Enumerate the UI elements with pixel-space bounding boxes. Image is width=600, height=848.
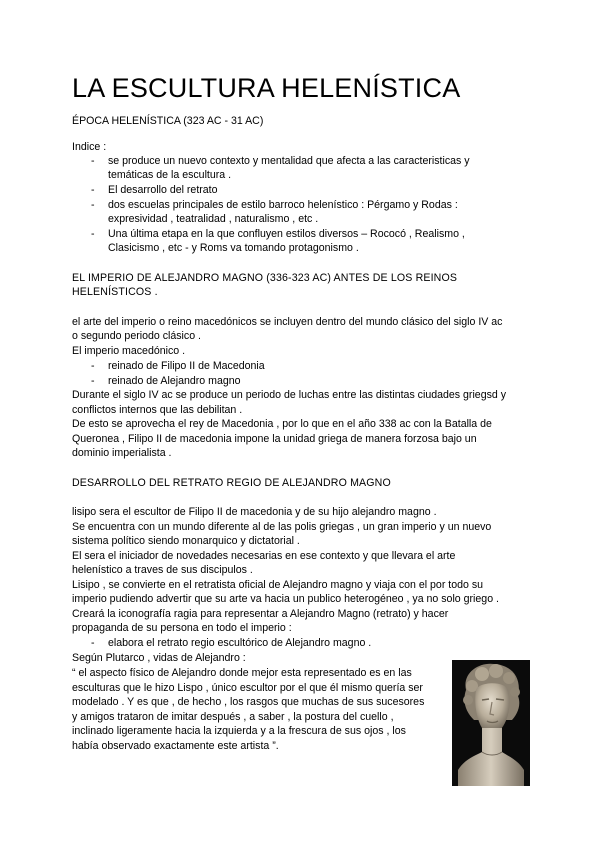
page-title: LA ESCULTURA HELENÍSTICA xyxy=(72,73,461,103)
index-item-line: expresividad , teatralidad , naturalismo , etc . xyxy=(108,213,319,225)
paragraph-line: o segundo periodo clásico . xyxy=(72,330,201,342)
index-item-line: dos escuelas principales de estilo barroco helenístico : Pérgamo y Rodas : xyxy=(108,199,458,211)
bullet-dash: - xyxy=(91,375,95,387)
quote-line: y amigos trataron de imitar después , a saber , la postura del cuello , xyxy=(72,711,394,723)
section-heading: HELENÍSTICOS . xyxy=(72,286,158,298)
index-item-line: Una última etapa en la que confluyen estilos diversos – Rococó , Realismo , xyxy=(108,228,465,240)
section-heading: DESARROLLO DEL RETRATO REGIO DE ALEJANDRO MAGNO xyxy=(72,477,391,489)
paragraph-line: propaganda de su persona en todo el imperio : xyxy=(72,622,292,634)
paragraph-line: Queronea , Filipo II de macedonia impone la unidad griega de manera forzosa bajo un xyxy=(72,433,477,445)
index-item-line: El desarrollo del retrato xyxy=(108,184,218,196)
paragraph-line: De esto se aprovecha el rey de Macedonia , por lo que en el año 338 ac con la Batalla de xyxy=(72,418,492,430)
paragraph-line: Se encuentra con un mundo diferente al de las polis griegas , un gran imperio y un nuevo xyxy=(72,521,492,533)
bullet-dash: - xyxy=(91,360,95,372)
list-item: elabora el retrato regio escultórico de Alejandro magno . xyxy=(108,637,372,649)
list-item: reinado de Filipo II de Macedonia xyxy=(108,360,265,372)
bullet-dash: - xyxy=(91,637,95,649)
paragraph-line: El imperio macedónico . xyxy=(72,345,186,357)
subtitle: ÉPOCA HELENÍSTICA (323 AC - 31 AC) xyxy=(72,115,264,127)
index-item-line: temáticas de la escultura . xyxy=(108,169,232,181)
paragraph-line: helenístico a traves de sus discipulos . xyxy=(72,564,253,576)
quote-line: “ el aspecto físico de Alejandro donde mejor esta representado es en las xyxy=(72,667,412,679)
paragraph-line: sistema político siendo monarquico y dictatorial . xyxy=(72,535,300,547)
index-item-line: se produce un nuevo contexto y mentalidad que afecta a las caracteristicas y xyxy=(108,155,470,167)
alexander-bust-photo xyxy=(452,660,530,786)
bullet-dash: - xyxy=(91,184,95,196)
bullet-dash: - xyxy=(91,228,95,240)
paragraph-line: lisipo sera el escultor de Filipo II de macedonia y de su hijo alejandro magno . xyxy=(72,506,437,518)
paragraph-line: imperio pudiendo advertir que su arte va hacia un publico heterogéneo , ya no solo griego . xyxy=(72,593,499,605)
bullet-dash: - xyxy=(91,199,95,211)
paragraph-line: El sera el iniciador de novedades necesarias en ese contexto y que llevara el arte xyxy=(72,550,456,562)
paragraph-line: Según Plutarco , vidas de Alejandro : xyxy=(72,652,246,664)
list-item: reinado de Alejandro magno xyxy=(108,375,241,387)
section-heading: EL IMPERIO DE ALEJANDRO MAGNO (336-323 AC) ANTES DE LOS REINOS xyxy=(72,272,458,284)
paragraph-line: el arte del imperio o reino macedónicos se incluyen dentro del mundo clásico del siglo IV ac xyxy=(72,316,503,328)
paragraph-line: dominio imperialista . xyxy=(72,447,172,459)
paragraph-line: Creará la iconografía ragia para representar a Alejandro Magno (retrato) y hacer xyxy=(72,608,449,620)
index-heading: Indice : xyxy=(72,141,107,153)
quote-line: esculturas que le hizo Lispo , único escultor por el que él mismo quería ser xyxy=(72,682,423,694)
paragraph-line: Durante el siglo IV ac se produce un periodo de luchas entre las distintas ciudades griegsd y xyxy=(72,389,507,401)
bullet-dash: - xyxy=(91,155,95,167)
index-item-line: Clasicismo , etc - y Roms va tomando protagonismo . xyxy=(108,242,359,254)
paragraph-line: Lisipo , se convierte en el retratista oficial de Alejandro magno y viaja con el por todo su xyxy=(72,579,484,591)
quote-line: inclinado ligeramente hacia la izquierda y a la frescura de sus ojos , los xyxy=(72,725,406,737)
quote-line: modelado . Y es que , de hecho , los rasgos que muchas de sus sucesores xyxy=(72,696,425,708)
paragraph-line: conflictos internos que las debilitan . xyxy=(72,404,243,416)
quote-line: había observado exactamente este artista ”. xyxy=(72,740,279,752)
